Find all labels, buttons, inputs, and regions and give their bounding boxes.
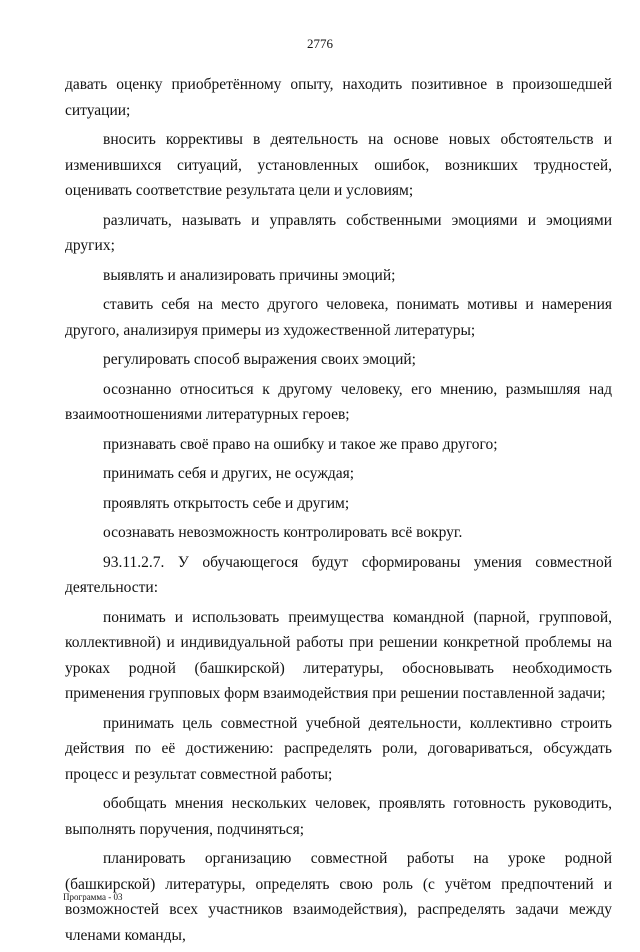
paragraph: различать, называть и управлять собственными эмоциями и эмоциями других;	[65, 211, 612, 254]
paragraph: признавать своё право на ошибку и такое же право другого;	[103, 435, 498, 453]
paragraph: регулировать способ выражения своих эмоций;	[103, 351, 416, 368]
paragraph: обобщать мнения нескольких человек, проявлять готовность руководить, выполнять поручения, подчиняться;	[65, 795, 612, 838]
page-number: 2776	[307, 36, 333, 51]
paragraph: принимать себя и других, не осуждая;	[103, 465, 355, 482]
paragraph: осознанно относиться к другому человеку, его мнению, размышляя над взаимоотношениями литературных героев;	[65, 380, 612, 423]
paragraph: понимать и использовать преимущества командной (парной, групповой, коллективной) и индивидуальной работы при решении конкретной проблемы на уроках родной (башкирской) литературы, обосновывать необходимость применения групповых форм взаимодействия при решении поставленной задачи;	[65, 608, 612, 702]
footer-program-label: Программа - 03	[63, 892, 123, 902]
paragraph: ставить себя на место другого человека, понимать мотивы и намерения другого, анализируя примеры из художественной литературы;	[65, 296, 612, 339]
paragraph: выявлять и анализировать причины эмоций;	[103, 266, 396, 284]
paragraph: принимать цель совместной учебной деятельности, коллективно строить действия по её достижению: распределять роли, договариваться, обсуждать процесс и результат совместной работы;	[65, 714, 612, 783]
document-body	[65, 72, 612, 952]
paragraph: планировать организацию совместной работы на уроке родной (башкирской) литературы, определять свою роль (с учётом предпочтений и возможностей всех участников взаимодействия), распределять задачи между членами команды,	[65, 850, 612, 944]
paragraph: вносить коррективы в деятельность на основе новых обстоятельств и изменившихся ситуаций, установленных ошибок, возникших трудностей, оценивать соответствие результата цели и условиям;	[65, 131, 612, 199]
paragraph: проявлять открытость себе и другим;	[103, 494, 350, 512]
paragraph: осознавать невозможность контролировать всё вокруг.	[103, 524, 463, 541]
paragraph: 93.11.2.7. У обучающегося будут сформированы умения совместной деятельности:	[65, 553, 612, 596]
paragraph: давать оценку приобретённому опыту, находить позитивное в произошедшей ситуации;	[65, 76, 612, 119]
